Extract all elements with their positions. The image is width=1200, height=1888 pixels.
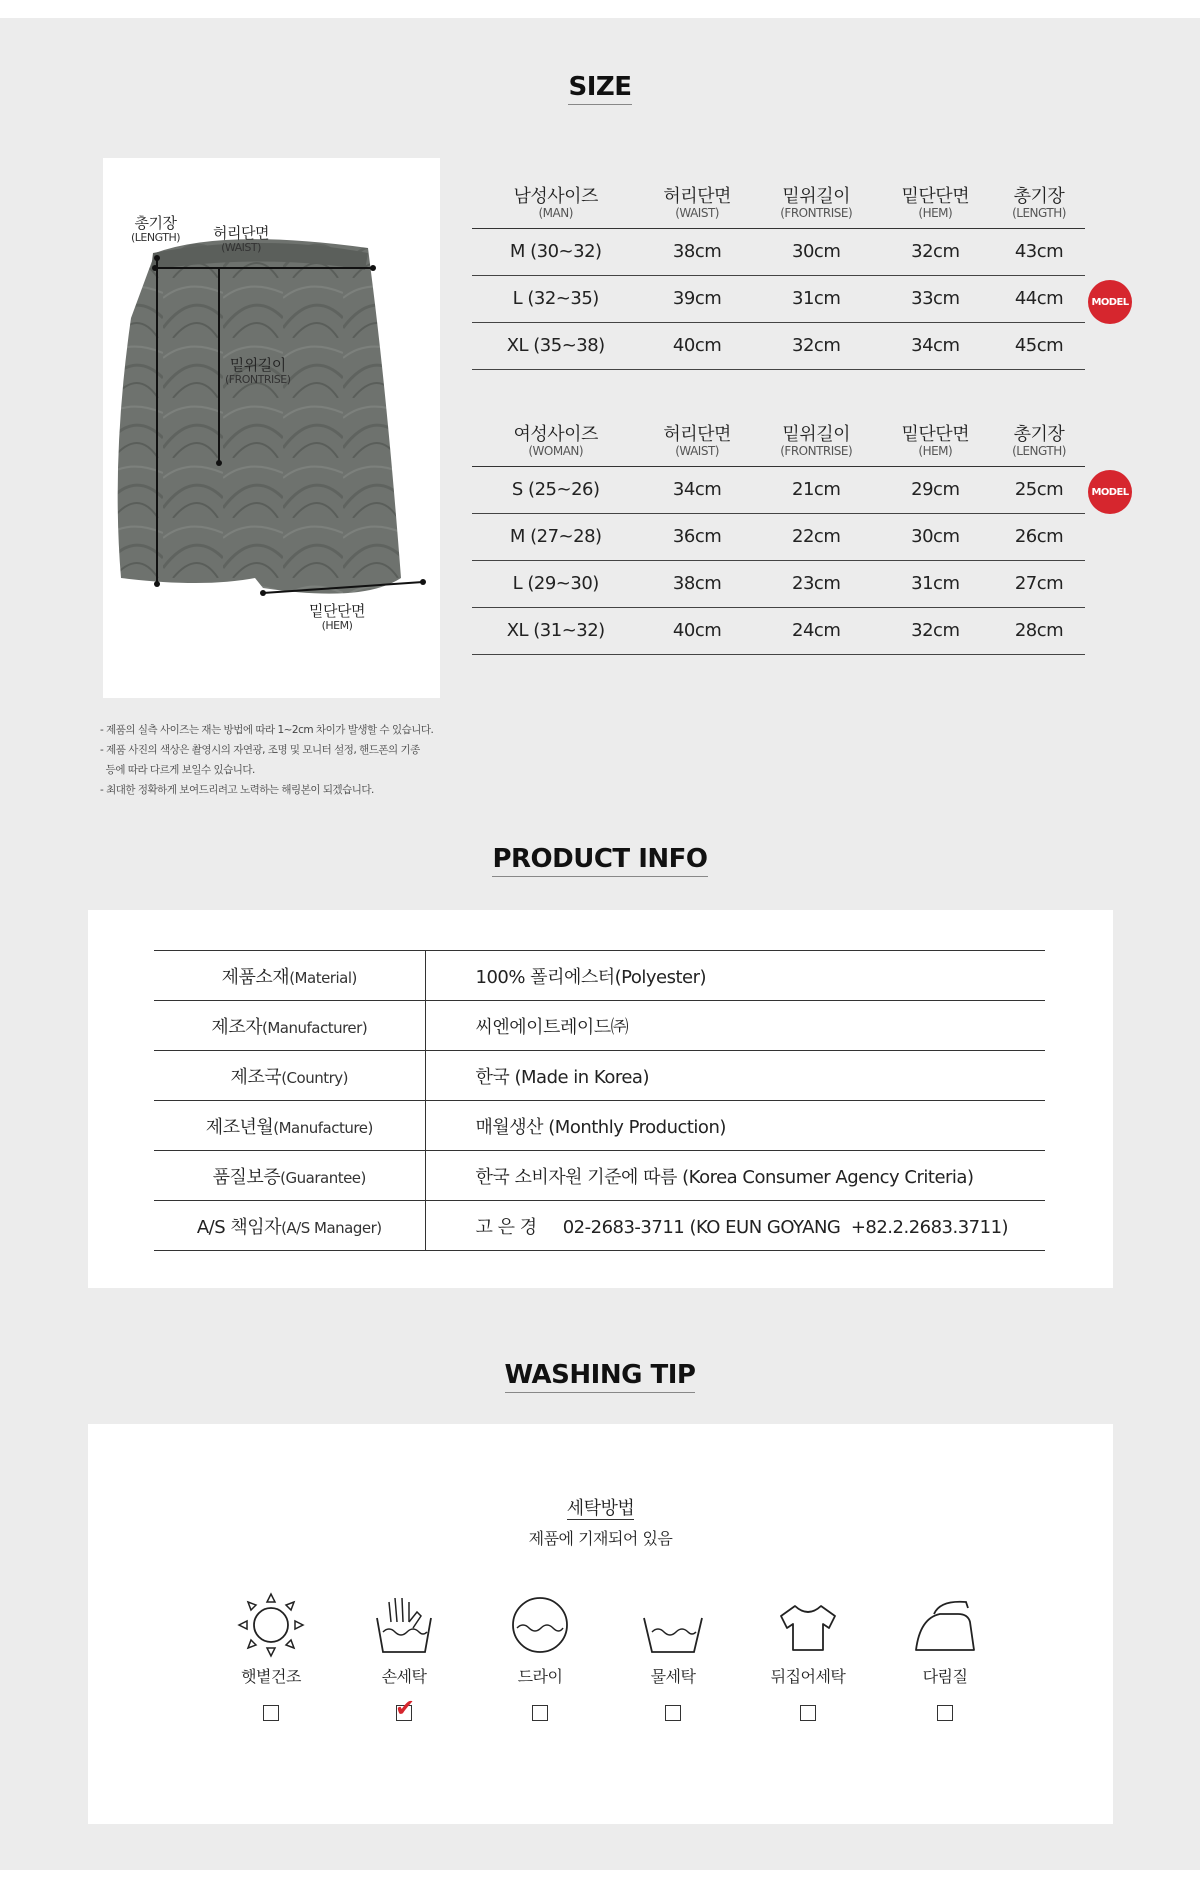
product-info-title-text: PRODUCT INFO	[492, 844, 707, 877]
iron-checkbox	[937, 1705, 953, 1721]
size-section-title	[0, 72, 1200, 105]
hand-wash-icon	[369, 1592, 439, 1658]
model-badge-women: MODEL	[1088, 470, 1132, 514]
men-header-hem: 밑단단면 (HEM)	[878, 176, 993, 228]
washing-note: 제품에 기재되어 있음	[528, 1529, 673, 1548]
table-row: 품질보증(Guarantee) 한국 소비자원 기준에 따름 (Korea Consumer Agency Criteria)	[154, 1151, 1045, 1201]
frontrise-label: 밑위길이 (FRONTRISE)	[225, 356, 291, 386]
women-header-waist: 허리단면 (WAIST)	[639, 414, 754, 466]
product-info-box	[88, 910, 1113, 1288]
washing-subtitle: 세탁방법	[566, 1498, 635, 1519]
table-row: A/S 책임자(A/S Manager) 고 은 경 02-2683-3711 (KO EUN GOYANG +82.2.2683.3711)	[154, 1201, 1045, 1251]
shorts-diagram	[103, 158, 440, 698]
hand-wash-checkbox	[395, 1694, 415, 1722]
men-header-waist: 허리단면 (WAIST)	[639, 176, 754, 228]
iron-icon	[910, 1592, 980, 1658]
men-size-table	[472, 176, 1085, 370]
wash-item-iron: 다림질	[880, 1592, 1010, 1721]
washing-tip-title	[0, 1360, 1200, 1393]
men-header-length: 총기장 (LENGTH)	[993, 176, 1085, 228]
table-row: XL (31~32) 40cm 24cm 32cm 28cm	[472, 607, 1085, 654]
table-row: M (30~32) 38cm 30cm 32cm 43cm	[472, 228, 1085, 275]
length-label: 총기장 (LENGTH)	[131, 214, 181, 244]
dry-clean-checkbox	[532, 1705, 548, 1721]
inside-out-checkbox	[800, 1705, 816, 1721]
size-notes: - 제품의 실측 사이즈는 재는 방법에 따라 1~2cm 차이가 발생할 수 있습니다. - 제품 사진의 색상은 촬영시의 자연광, 조명 및 모니터 설정, 핸드폰의 기종 등에 따라 다르게 보일수 있습니다. - 최대한 정확하게 보여드리려고 노력하는 해링본이 되겠습니다.	[100, 724, 434, 796]
size-title-text: SIZE	[568, 72, 631, 105]
table-row: L (29~30) 38cm 23cm 31cm 27cm	[472, 560, 1085, 607]
table-row: 제품소재(Material) 100% 폴리에스터(Polyester)	[154, 951, 1045, 1001]
table-row: S (25~26) 34cm 21cm 29cm 25cm	[472, 466, 1085, 513]
men-header-size: 남성사이즈 (MAN)	[472, 176, 639, 228]
wash-item-water-wash: 물세탁	[608, 1592, 738, 1721]
table-row: 제조년월(Manufacture) 매월생산 (Monthly Production)	[154, 1101, 1045, 1151]
product-info-table	[154, 950, 1045, 1251]
product-info-title	[0, 844, 1200, 877]
wash-item-sun-dry: 햇볕건조	[206, 1592, 336, 1721]
hem-label: 밑단단면 (HEM)	[309, 602, 365, 632]
checkmark-icon: ✔	[395, 1694, 415, 1722]
table-row: L (32~35) 39cm 31cm 33cm 44cm	[472, 275, 1085, 322]
sun-dry-icon	[236, 1592, 306, 1658]
model-badge-men: MODEL	[1088, 280, 1132, 324]
wash-item-dry-clean: 드라이	[475, 1592, 605, 1721]
table-row: XL (35~38) 40cm 32cm 34cm 45cm	[472, 322, 1085, 369]
sun-dry-checkbox	[263, 1705, 279, 1721]
women-header-length: 총기장 (LENGTH)	[993, 414, 1085, 466]
women-header-size: 여성사이즈 (WOMAN)	[472, 414, 639, 466]
waist-label: 허리단면 (WAIST)	[213, 224, 269, 254]
washing-tip-title-text: WASHING TIP	[505, 1360, 696, 1393]
water-wash-icon	[638, 1592, 708, 1658]
men-header-frontrise: 밑위길이 (FRONTRISE)	[755, 176, 878, 228]
page-background	[0, 18, 1200, 1870]
women-header-hem: 밑단단면 (HEM)	[878, 414, 993, 466]
wash-item-hand-wash: 손세탁 ✔	[339, 1592, 469, 1721]
wash-item-inside-out: 뒤집어세탁	[743, 1592, 873, 1721]
dry-clean-icon	[505, 1592, 575, 1658]
water-wash-checkbox	[665, 1705, 681, 1721]
inside-out-wash-icon	[773, 1592, 843, 1658]
women-size-table	[472, 414, 1085, 655]
washing-box	[88, 1424, 1113, 1824]
women-header-frontrise: 밑위길이 (FRONTRISE)	[755, 414, 878, 466]
table-row: M (27~28) 36cm 22cm 30cm 26cm	[472, 513, 1085, 560]
table-row: 제조자(Manufacturer) 씨엔에이트레이드㈜	[154, 1001, 1045, 1051]
table-row: 제조국(Country) 한국 (Made in Korea)	[154, 1051, 1045, 1101]
